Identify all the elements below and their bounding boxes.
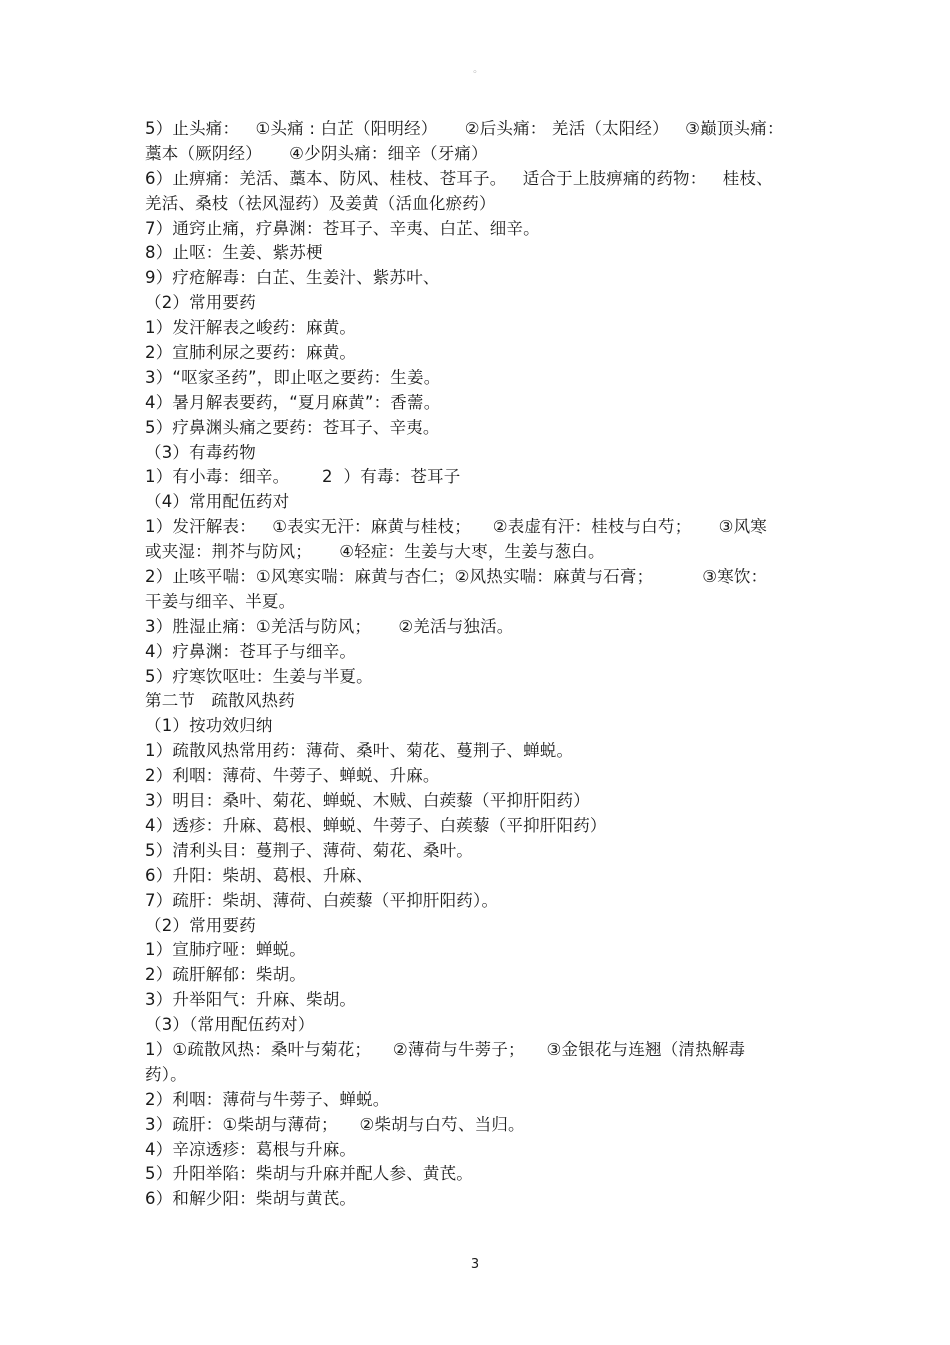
text-line: 5）疗寒饮呕吐：生姜与半夏。 <box>145 666 373 686</box>
text-line: 5）止头痛： ①头痛 : 白芷（阳明经） ②后头痛： 羌活（太阳经） ③巅顶头痛： <box>145 119 784 138</box>
text-line: 6）和解少阳：柴胡与黄芪。 <box>145 1189 357 1209</box>
text-line: （2）常用要药 <box>145 293 256 313</box>
text-line: 2）疏肝解郁：柴胡。 <box>145 965 306 985</box>
text-line: 1）发汗解表： ①表实无汗：麻黄与桂枝； ②表虚有汗：桂枝与白芍； ③风寒 <box>145 517 768 537</box>
header-mark: ◦ <box>472 68 478 78</box>
text-line: 药）。 <box>145 1064 187 1084</box>
text-line: 5）升阳举陷：柴胡与升麻并配人参、黄芪。 <box>145 1164 473 1184</box>
text-line: （3）有毒药物 <box>145 442 256 462</box>
text-line: 9）疗疮解毒：白芷、生姜汁、紫苏叶、 <box>145 268 440 288</box>
text-line: 1）发汗解表之峻药：麻黄。 <box>145 318 357 338</box>
text-line: （2）常用要药 <box>145 915 256 935</box>
text-line: 2）利咽：薄荷与牛蒡子、蝉蜕。 <box>145 1089 390 1109</box>
document-body <box>145 117 815 1212</box>
text-line: 1）①疏散风热：桑叶与菊花； ②薄荷与牛蒡子； ③金银花与连翘（清热解毒 <box>145 1039 746 1059</box>
text-line: 8）止呕：生姜、紫苏梗 <box>145 243 323 263</box>
text-line: 藁本（厥阴经） ④少阴头痛：细辛（牙痛） <box>145 143 488 163</box>
text-line: 4）暑月解表要药，“夏月麻黄”：香薷。 <box>145 392 441 412</box>
text-line: （3）（常用配伍药对） <box>145 1015 315 1035</box>
text-line: 1）宣肺疗哑：蝉蜕。 <box>145 940 306 960</box>
text-line: 1）疏散风热常用药：薄荷、桑叶、菊花、蔓荆子、蝉蜕。 <box>145 741 574 761</box>
text-line: 第二节 疏散风热药 <box>145 691 295 711</box>
text-line: 7）通窍止痛，疗鼻渊：苍耳子、辛夷、白芷、细辛。 <box>145 218 540 238</box>
text-line: 3）“呕家圣药”，即止呕之要药：生姜。 <box>145 367 441 387</box>
page-number: 3 <box>470 1257 480 1272</box>
text-line: 4）疗鼻渊：苍耳子与细辛。 <box>145 641 357 661</box>
text-line: 6）止痹痛：羌活、藁本、防风、桂枝、苍耳子。 适合于上肢痹痛的药物： 桂枝、 <box>145 168 773 188</box>
text-line: 1）有小毒：细辛。 2 ）有毒：苍耳子 <box>145 467 461 487</box>
text-line: 6）升阳：柴胡、葛根、升麻、 <box>145 865 373 885</box>
text-line: 2）宣肺利尿之要药：麻黄。 <box>145 343 357 363</box>
text-line: 4）透疹：升麻、葛根、蝉蜕、牛蒡子、白蒺藜（平抑肝阳药） <box>145 815 607 835</box>
text-line: （4）常用配伍药对 <box>145 492 290 512</box>
text-line: 或夹湿：荆芥与防风； ④轻症：生姜与大枣，生姜与葱白。 <box>145 542 605 562</box>
text-line: 2）利咽：薄荷、牛蒡子、蝉蜕、升麻。 <box>145 766 440 786</box>
text-line: 3）胜湿止痛：①羌活与防风； ②羌活与独活。 <box>145 616 514 636</box>
text-line: 羌活、桑枝（祛风湿药）及姜黄（活血化瘀药） <box>145 193 496 213</box>
text-line: 3）升举阳气：升麻、柴胡。 <box>145 990 357 1010</box>
text-line: 2）止咳平喘：①风寒实喘：麻黄与杏仁；②风热实喘：麻黄与石膏； ③寒饮： <box>145 567 768 587</box>
text-line: 5）疗鼻渊头痛之要药：苍耳子、辛夷。 <box>145 417 440 437</box>
text-line: 7）疏肝：柴胡、薄荷、白蒺藜（平抑肝阳药）。 <box>145 890 499 910</box>
text-line: 干姜与细辛、半夏。 <box>145 591 296 611</box>
text-line: 3）疏肝：①柴胡与薄荷； ②柴胡与白芍、当归。 <box>145 1114 525 1134</box>
text-line: （1）按功效归纳 <box>145 716 273 736</box>
text-line: 3）明目：桑叶、菊花、蝉蜕、木贼、白蒺藜（平抑肝阳药） <box>145 791 590 811</box>
text-line: 4）辛凉透疹：葛根与升麻。 <box>145 1139 357 1159</box>
text-line: 5）清利头目：蔓荆子、薄荷、菊花、桑叶。 <box>145 840 473 860</box>
